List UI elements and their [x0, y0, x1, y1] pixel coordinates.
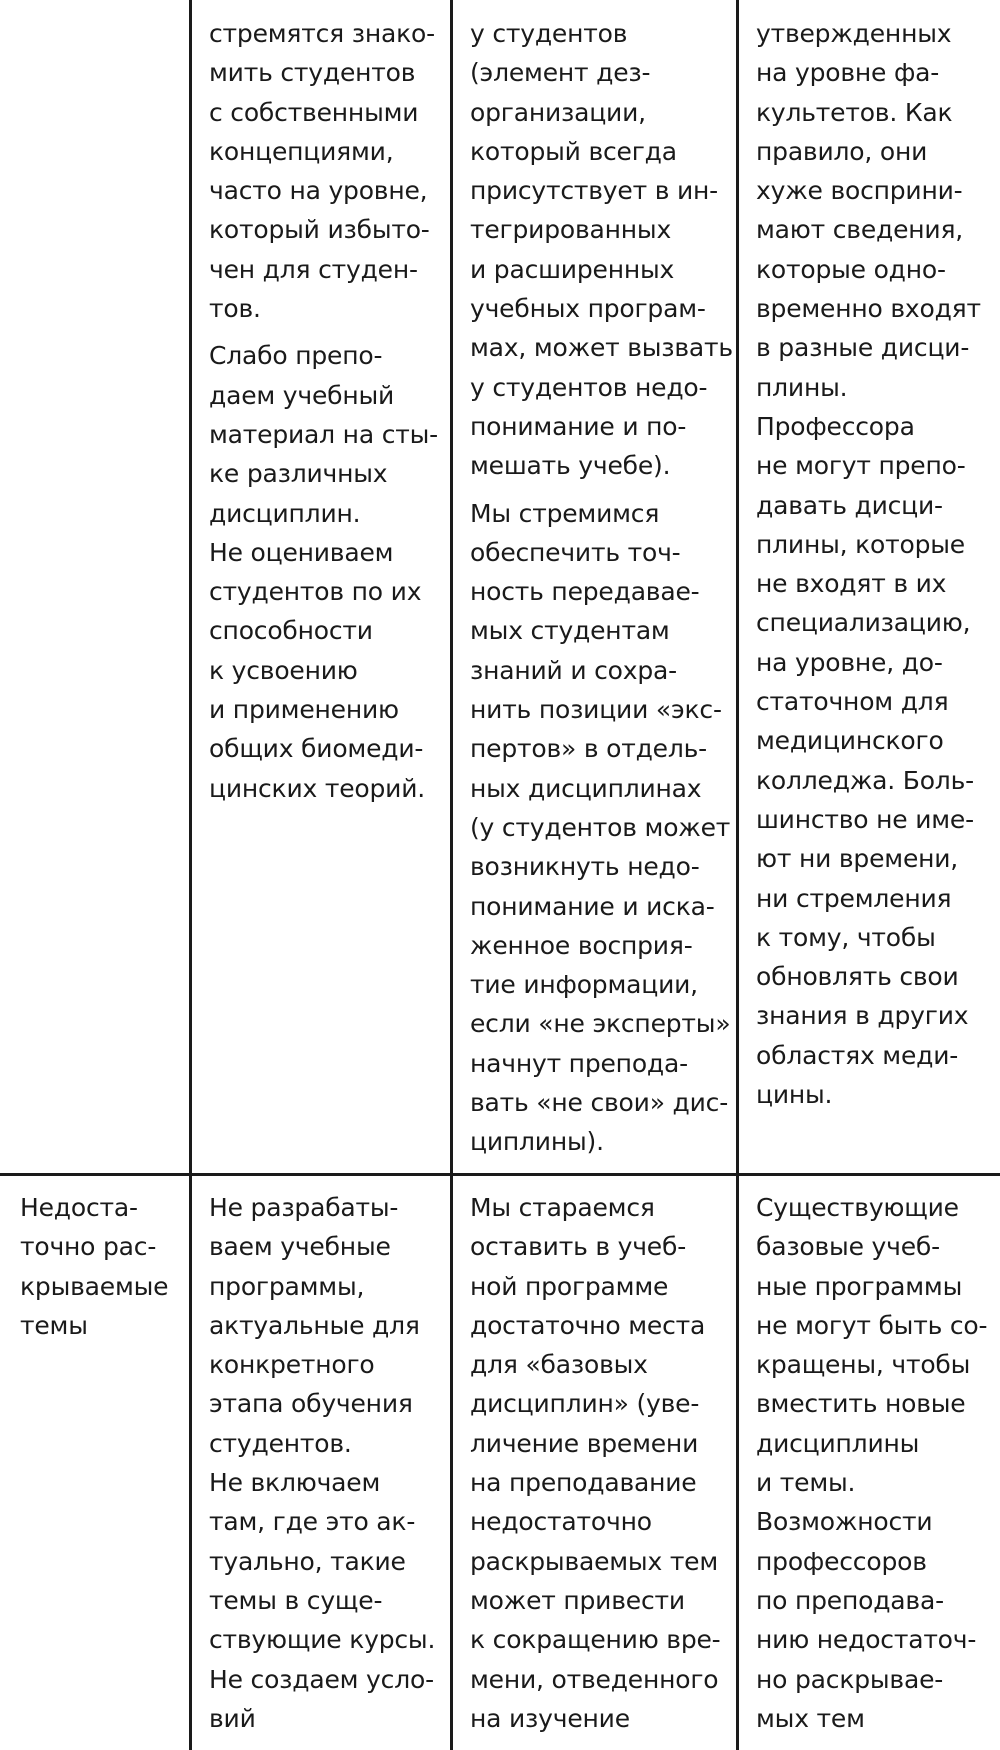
cell-paragraph: Возможности профессоров по преподава- нию недостаточ- но раскрывае- мых тем	[756, 1507, 977, 1733]
cell-paragraph: стремятся знако- мить студентов с собственными концепциями, часто на уровне, который избыто- чен для студен- тов.	[209, 19, 435, 324]
table-cell	[209, 1188, 445, 1738]
column-divider	[450, 0, 453, 1750]
cell-paragraph: Слабо препо- даем учебный материал на сты- ке различных дисциплин.	[209, 341, 438, 528]
cell-paragraph: Не оцениваем студентов по их способности к усвоению и применению общих биомеди- цинских теорий.	[209, 537, 425, 803]
cell-paragraph: Не включаем там, где это ак- туально, такие темы в суще- ствующие курсы.	[209, 1468, 436, 1655]
cell-paragraph: Профессора не могут препо- давать дисци- плины, которые не входят в их специализацию, на уровне, до- статочном для медицинского колледжа. Боль- шинство не име- ют ни времени, ни стремления к тому, чтобы обновлять свои знания в других областях меди- цины.	[756, 411, 974, 1110]
table-cell	[756, 14, 996, 1114]
cell-paragraph: Не разрабаты- ваем учебные программы, актуальные для конкретного этапа обучения студентов.	[209, 1193, 420, 1458]
table-cell	[470, 1188, 732, 1738]
cell-paragraph: у студентов (элемент дез- организации, который всегда присутствует в ин- тегрированных и расширенных учебных програм- мах, может вызвать у студентов недо- понимание и по- мешать учебе).	[470, 19, 733, 481]
cell-paragraph: Мы стараемся оставить в учеб- ной программе достаточно места для «базовых дисциплин» (уве- личение времени на преподавание недостаточно раскрываемых тем может привести к сокращению вре- мени, отведенного на изучение	[470, 1193, 721, 1733]
row-divider	[0, 1173, 1000, 1176]
cell-paragraph: утвержденных на уровне фа- культетов. Как правило, они хуже восприни- мают сведения, которые одно- временно входят в разные дисци- плины.	[756, 19, 981, 402]
table-cell	[209, 14, 445, 808]
column-divider	[189, 0, 192, 1750]
row-heading: Недоста- точно рас- крываемые темы	[20, 1193, 169, 1340]
table-cell	[756, 1188, 996, 1738]
table-cell	[20, 1188, 186, 1345]
table-cell	[470, 14, 732, 1162]
column-divider	[736, 0, 739, 1750]
cell-paragraph: Не создаем усло- вий	[209, 1664, 434, 1733]
cell-paragraph: Существующие базовые учеб- ные программы не могут быть со- кращены, чтобы вместить новые дисциплины и темы.	[756, 1193, 988, 1498]
cell-paragraph: Мы стремимся обеспечить точ- ность передавае- мых студентам знаний и сохра- нить позиции «экс- пертов» в отдель- ных дисциплинах (у студентов может возникнуть недо- понимание и иска- женное восприя- тие информации, если «не эксперты» начнут препода- вать «не свои» дис- циплины).	[470, 498, 731, 1157]
